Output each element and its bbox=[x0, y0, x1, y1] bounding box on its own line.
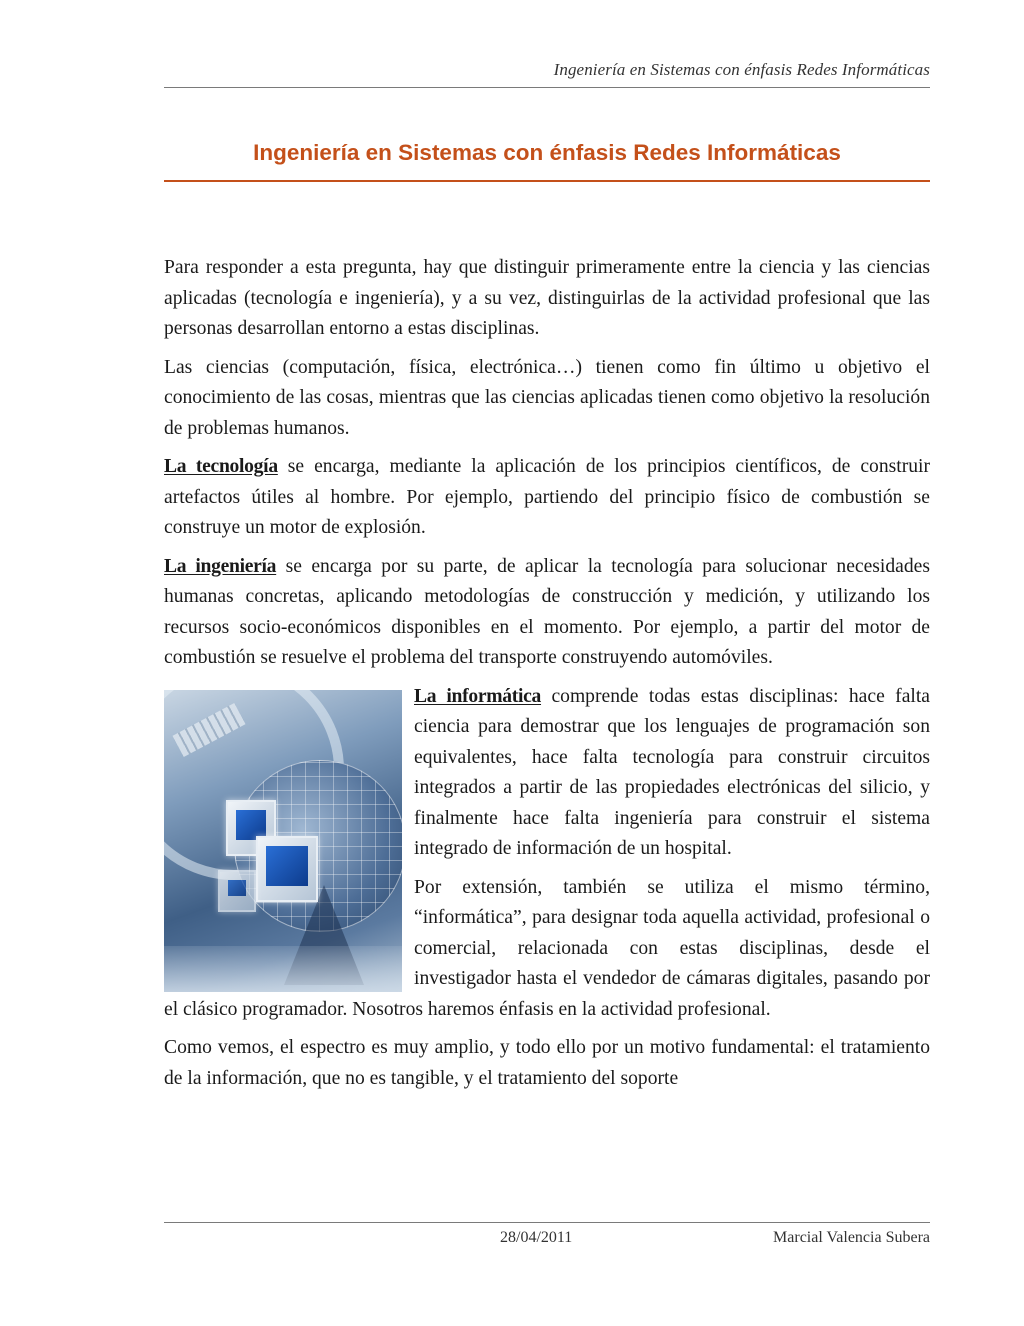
paragraph-informatica-text: comprende todas estas disciplinas: hace falta ciencia para demostrar que los lenguajes de programación son equivalentes, hace falta tecnología para construir circuitos integrados a partir de las propiedades electrónicas del silicio, y finalmente hace falta ingeniería para construir el sistema integrado de información de un hospital. bbox=[414, 685, 930, 859]
running-header: Ingeniería en Sistemas con énfasis Redes Informáticas bbox=[553, 60, 930, 79]
illustration-bottom-band bbox=[164, 946, 402, 992]
paragraph-extension: Por extensión, también se utiliza el mismo término, “informática”, para designar toda aquella actividad, profesional o comercial, relacionada con estas disciplinas, desde el investigador hasta el vendedor de cámaras digitales, pasando por el clásico programador. Nosotros haremos énfasis en la actividad profesional. bbox=[164, 876, 930, 1020]
paragraph-tecnologia-text: se encarga, mediante la aplicación de los principios científicos, de construir artefactos útiles al hombre. Por ejemplo, partiendo del principio físico de combustión se construye un motor de explosión. bbox=[164, 456, 930, 538]
term-tecnologia: La tecnología bbox=[164, 456, 278, 477]
illustration-monitor bbox=[218, 870, 256, 912]
paragraph-ciencias: Las ciencias (computación, física, electrónica…) tienen como fin último u objetivo el conocimiento de las cosas, mientras que las ciencias aplicadas tienen como objetivo la resolución de problemas humanos. bbox=[164, 356, 930, 439]
footer-date: 28/04/2011 bbox=[500, 1229, 573, 1246]
illustration-monitor bbox=[256, 836, 318, 902]
footer-divider bbox=[164, 1222, 930, 1223]
footer-author: Marcial Valencia Subera bbox=[773, 1229, 930, 1246]
technology-illustration bbox=[164, 690, 402, 992]
term-informatica: La informática bbox=[414, 685, 542, 707]
paragraph-ingenieria-text: se encarga por su parte, de aplicar la tecnología para solucionar necesidades humanas concretas, aplicando metodologías de construcción y medición, y utilizando los recursos socio-económicos disponibles en el momento. Por ejemplo, a partir del motor de combustión se resuelve el problema del transporte construyendo automóviles. bbox=[164, 555, 930, 668]
paragraph-intro: Para responder a esta pregunta, hay que distinguir primeramente entre la ciencia y las ciencias aplicadas (tecnología e ingeniería), y a su vez, distinguirlas de la actividad profesional que las personas desarrollan entorno a estas disciplinas. bbox=[164, 257, 930, 339]
title-underline bbox=[164, 180, 930, 182]
paragraph-tecnologia bbox=[164, 452, 930, 544]
paragraph-espectro: Como vemos, el espectro es muy amplio, y todo ello por un motivo fundamental: el tratamiento de la información, que no es tangible, y el tratamiento del soporte bbox=[164, 1037, 930, 1089]
document-body bbox=[164, 253, 930, 1102]
header-divider bbox=[164, 87, 930, 88]
document-title: Ingeniería en Sistemas con énfasis Redes Informáticas bbox=[253, 140, 841, 165]
term-ingenieria: La ingeniería bbox=[164, 555, 277, 577]
paragraph-ingenieria bbox=[164, 552, 930, 674]
